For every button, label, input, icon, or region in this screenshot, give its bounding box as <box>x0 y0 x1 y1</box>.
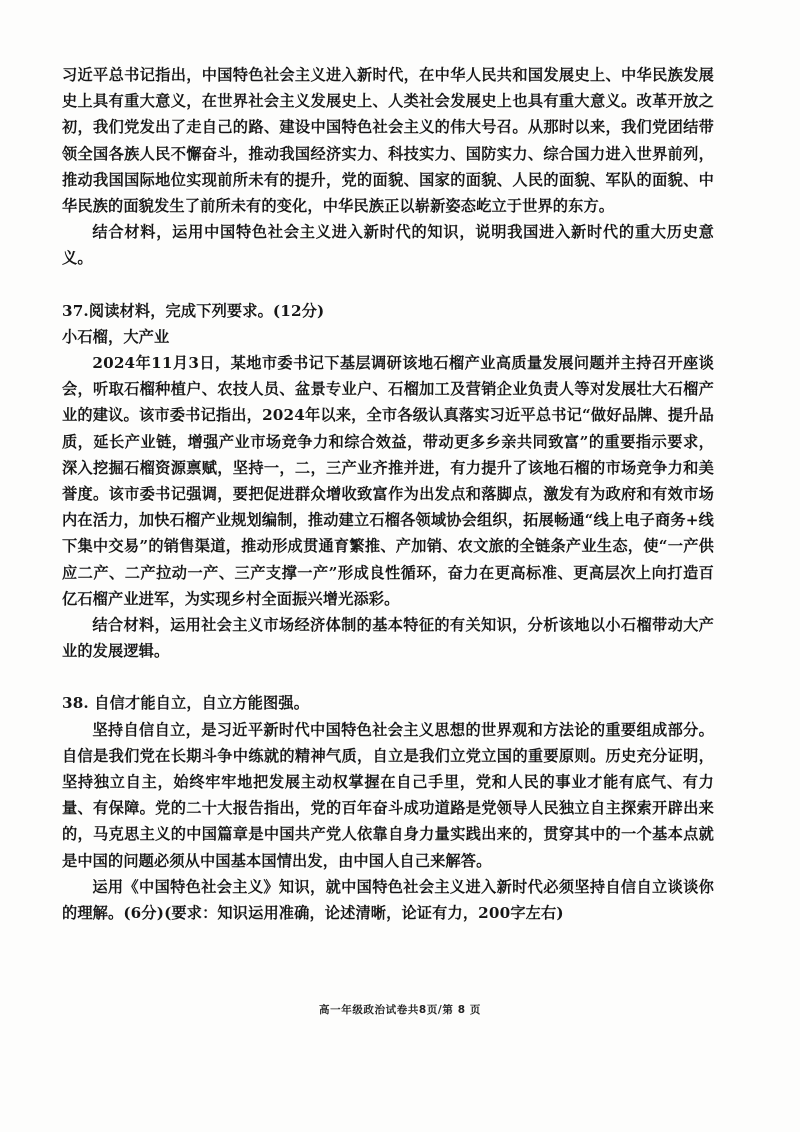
q36-prompt: 结合材料，运用中国特色社会主义进入新时代的知识，说明我国进入新时代的重大历史意义。 <box>62 223 714 268</box>
q37-heading: 37.阅读材料，完成下列要求。(12分) <box>62 301 325 320</box>
q37-material-paragraph: 2024年11月3日，某地市委书记下基层调研该地石榴产业高质量发展问题并主持召开座谈会，听取石榴种植户、农技人员、盆景专业户、石榴加工及营销企业负责人等对发展壮大石榴产业的建议。该市委书记指出，2024年以来，全市各级认真落实习近平总书记“做好品牌、提升品质，延长产业链，增强产业市场竞争力和综合效益，带动更多乡亲共同致富”的重要指示要求，深入挖掘石榴资源禀赋，坚持一，二，三产业齐推并进，有力提升了该地石榴的市场竞争力和美誉度。该市委书记强调，要把促进群众增收致富作为出发点和落脚点，激发有为政府和有效市场内在活力，加快石榴产业规划编制，推动建立石榴各领域协会组织，拓展畅通“线上电子商务+线下集中交易”的销售渠道，推动形成贯通育繁推、产加销、农文旅的全链条产业生态，使“一产供应二产、二产拉动一产、三产支撑一产”形成良性循环，奋力在更高标准、更高层次上向打造百亿石榴产业进军，为实现乡村全面振兴增光添彩。 <box>62 354 714 608</box>
q36-material-paragraph: 习近平总书记指出，中国特色社会主义进入新时代，在中华人民共和国发展史上、中华民族发展史上具有重大意义，在世界社会主义发展史上、人类社会发展史上也具有重大意义。改革开放之初，我们党发出了走自己的路、建设中国特色社会主义的伟大号召。从那时以来，我们党团结带领全国各族人民不懈奋斗，推动我国经济实力、科技实力、国防实力、综合国力进入世界前列，推动我国国际地位实现前所未有的提升，党的面貌、国家的面貌、人民的面貌、军队的面貌、中华民族的面貌发生了前所未有的变化，中华民族正以崭新姿态屹立于世界的东方。 <box>62 66 714 216</box>
question-37 <box>62 298 714 665</box>
q37-subtitle: 小石榴，大产业 <box>62 327 170 346</box>
question-38 <box>62 690 714 926</box>
section-spacer <box>62 272 714 298</box>
q38-heading: 38. 自信才能自立，自立方能图强。 <box>62 694 310 713</box>
q38-material-paragraph: 坚持自信自立，是习近平新时代中国特色社会主义思想的世界观和方法论的重要组成部分。自信是我们党在长期斗争中练就的精神气质，自立是我们立党立国的重要原则。历史充分证明，坚持独立自主，始终牢牢地把发展主动权掌握在自己手里，党和人民的事业才能有底气、有力量、有保障。党的二十大报告指出，党的百年奋斗成功道路是党领导人民独立自主探索开辟出来的，马克思主义的中国篇章是中国共产党人依靠自身力量实践出来的，贯穿其中的一个基本点就是中国的问题必须从中国基本国情出发，由中国人自己来解答。 <box>62 720 714 870</box>
q37-prompt: 结合材料，运用社会主义市场经济体制的基本特征的有关知识，分析该地以小石榴带动大产业的发展逻辑。 <box>62 616 714 661</box>
section-spacer <box>62 664 714 690</box>
question-36-continuation <box>62 62 714 272</box>
q38-prompt: 运用《中国特色社会主义》知识，就中国特色社会主义进入新时代必须坚持自信自立谈谈你的理解。(6分)(要求：知识运用准确，论述清晰，论证有力，200字左右) <box>62 877 714 923</box>
page-footer: 高一年级政治试卷共8页/第 8 页 <box>319 1004 481 1016</box>
exam-content <box>62 62 714 926</box>
